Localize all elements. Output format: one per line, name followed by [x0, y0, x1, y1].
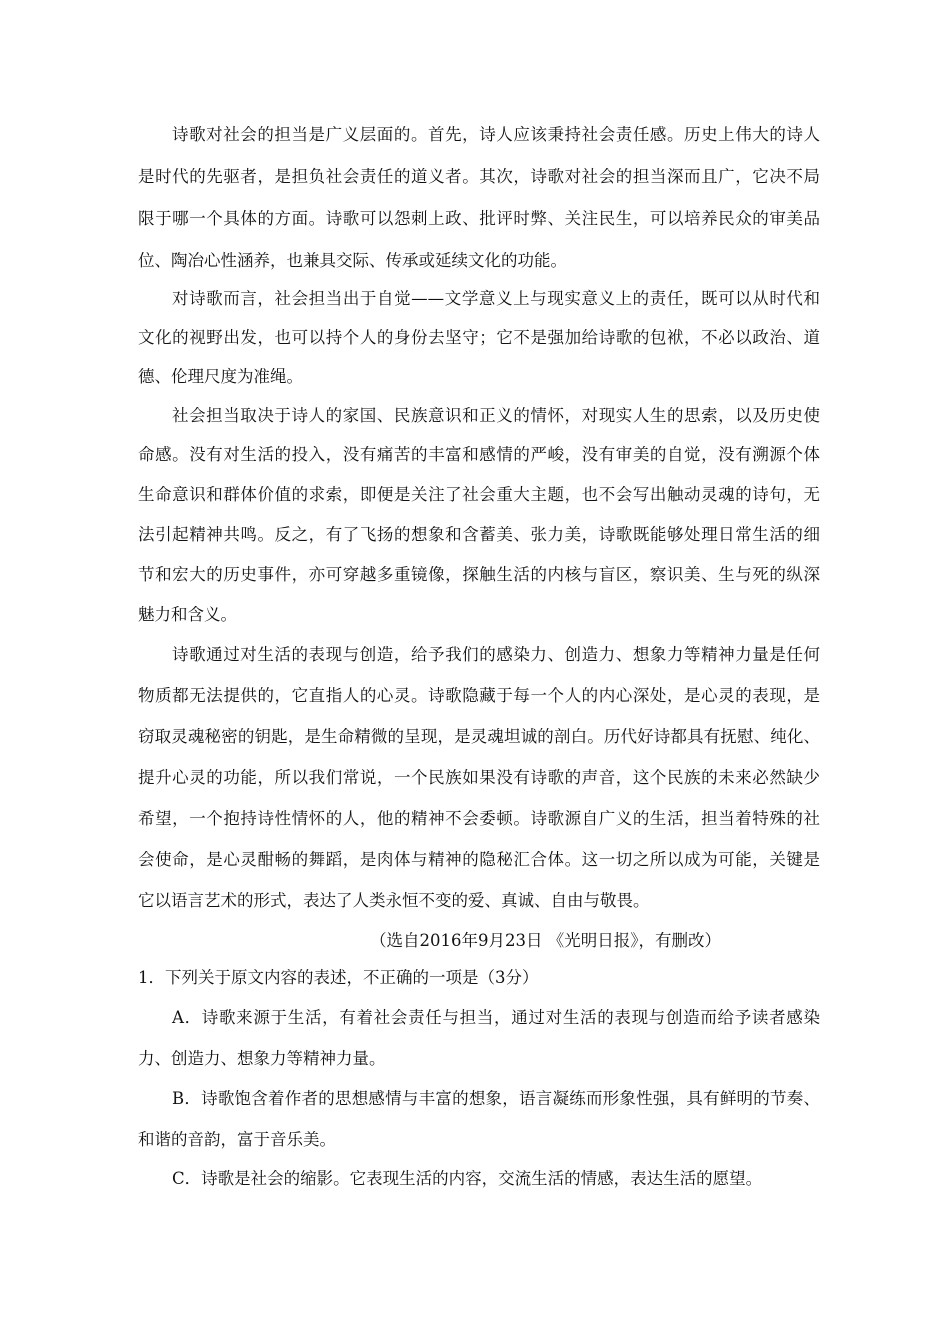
paragraph-4-line-1: 诗歌通过对生活的表现与创造，给予我们的感染力、创造力、想象力等精神力量是任何	[172, 645, 820, 664]
paragraph-1-line-4: 位、陶冶心性涵养，也兼具交际、传承或延续文化的功能。	[138, 251, 567, 270]
option-c: C．诗歌是社会的缩影。它表现生活的内容，交流生活的情感，表达生活的愿望。	[172, 1169, 763, 1188]
paragraph-4-line-2: 物质都无法提供的，它直指人的心灵。诗歌隐藏于每一个人的内心深处，是心灵的表现，是	[138, 686, 820, 705]
paragraph-2-line-3: 德、伦理尺度为准绳。	[138, 367, 303, 386]
paragraph-3-line-5: 节和宏大的历史事件，亦可穿越多重镜像，探触生活的内核与盲区，察识美、生与死的纵深	[138, 565, 820, 584]
paragraph-3-line-4: 法引起精神共鸣。反之，有了飞扬的想象和含蓄美、张力美，诗歌既能够处理日常生活的细	[138, 525, 820, 544]
paragraph-3-line-2: 命感。没有对生活的投入，没有痛苦的丰富和感情的严峻，没有审美的自觉，没有溯源个体	[138, 445, 820, 464]
source-citation: （选自2016年9月23日 《光明日报》，有删改）	[370, 931, 721, 950]
paragraph-3-line-3: 生命意识和群体价值的求索，即便是关注了社会重大主题，也不会写出触动灵魂的诗句，无	[138, 485, 820, 504]
paragraph-1-line-3: 限于哪一个具体的方面。诗歌可以怨刺上政、批评时弊、关注民生，可以培养民众的审美品	[138, 209, 820, 228]
option-b-line-2: 和谐的音韵，富于音乐美。	[138, 1130, 336, 1149]
paragraph-4-line-4: 提升心灵的功能，所以我们常说，一个民族如果没有诗歌的声音，这个民族的未来必然缺少	[138, 768, 820, 787]
paragraph-4-line-3: 窃取灵魂秘密的钥匙，是生命精微的呈现，是灵魂坦诚的剖白。历代好诗都具有抚慰、纯化、	[138, 727, 820, 746]
paragraph-3-line-1: 社会担当取决于诗人的家国、民族意识和正义的情怀，对现实人生的思索，以及历史使	[172, 406, 820, 425]
paragraph-4-line-7: 它以语言艺术的形式，表达了人类永恒不变的爱、真诚、自由与敬畏。	[138, 891, 650, 910]
option-a-line-1: A．诗歌来源于生活，有着社会责任与担当，通过对生活的表现与创造而给予读者感染	[172, 1008, 820, 1027]
paragraph-2-line-1: 对诗歌而言，社会担当出于自觉——文学意义上与现实意义上的责任，既可以从时代和	[172, 289, 820, 308]
paragraph-1-line-2: 是时代的先驱者，是担负社会责任的道义者。其次，诗歌对社会的担当深而且广，它决不局	[138, 167, 820, 186]
option-a-line-2: 力、创造力、想象力等精神力量。	[138, 1049, 386, 1068]
paragraph-3-line-6: 魅力和含义。	[138, 605, 237, 624]
paragraph-4-line-5: 希望，一个抱持诗性情怀的人，他的精神不会委顿。诗歌源自广义的生活，担当着特殊的社	[138, 809, 820, 828]
paragraph-1-line-1: 诗歌对社会的担当是广义层面的。首先，诗人应该秉持社会责任感。历史上伟大的诗人	[172, 125, 820, 144]
option-b-line-1: B．诗歌饱含着作者的思想感情与丰富的想象，语言凝练而形象性强，具有鲜明的节奏、	[172, 1089, 820, 1108]
question-1-stem: 1．下列关于原文内容的表述，不正确的一项是（3分）	[138, 968, 539, 987]
paragraph-2-line-2: 文化的视野出发，也可以持个人的身份去坚守；它不是强加给诗歌的包袱，不必以政治、道	[138, 328, 820, 347]
paragraph-4-line-6: 会使命，是心灵酣畅的舞蹈，是肉体与精神的隐秘汇合体。这一切之所以成为可能，关键是	[138, 850, 820, 869]
